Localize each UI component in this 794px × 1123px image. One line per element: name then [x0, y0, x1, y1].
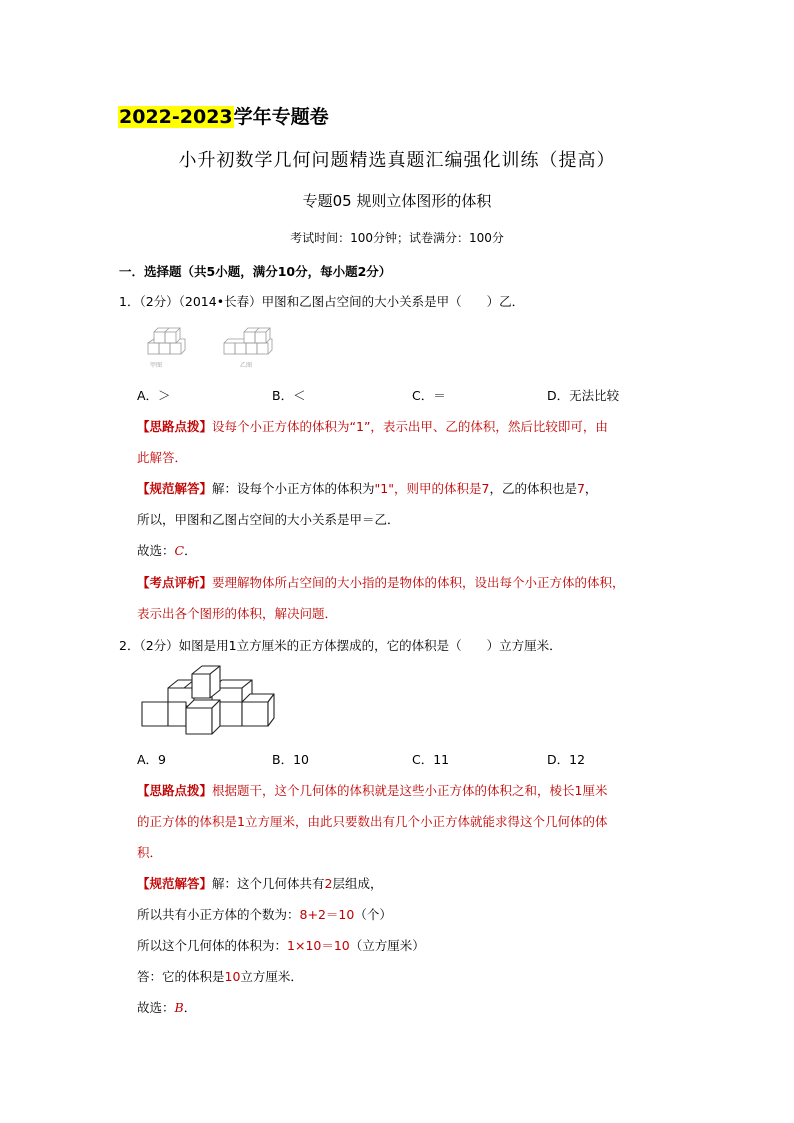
q2-solution-text: （个）	[354, 907, 392, 922]
q2-option-d: D．12	[547, 752, 586, 767]
q2-figure-cubes	[138, 660, 278, 738]
q1-solution-text: "1"，则甲的体积是	[374, 481, 482, 496]
q2-hint-tag: 【思路点拨】	[137, 783, 213, 798]
q1-hint	[137, 417, 608, 435]
q1-figure-jia	[144, 326, 194, 370]
q1-option-a: A．＞	[137, 388, 171, 403]
q1-solution-line2: 所以，甲图和乙图占空间的大小关系是甲＝乙．	[137, 512, 400, 527]
q2-option-b: B．10	[272, 752, 309, 767]
q2-solution	[137, 874, 383, 892]
paper-title: 小升初数学几何问题精选真题汇编强化训练（提高）	[178, 150, 616, 171]
q1-figure-yi	[222, 326, 284, 370]
q2-option-a: A．9	[137, 752, 167, 767]
q1-solution-value: 7	[576, 481, 585, 496]
q1-hint-line2: 此解答．	[137, 450, 188, 465]
q1-option-d: D．无法比较	[547, 388, 620, 403]
q2-solution-line4	[137, 967, 303, 985]
q1-solution	[137, 479, 597, 497]
banner-years: 2022-2023	[119, 106, 233, 128]
q2-solution-value: 2	[324, 876, 333, 891]
q2-hint-line3: 积．	[137, 845, 163, 860]
q1-figure-yi-label: 乙图	[240, 362, 253, 369]
q2-answer-value: B	[174, 1000, 184, 1015]
q2-option-c: C．11	[412, 752, 450, 767]
q2-answer	[137, 998, 196, 1016]
q1-comment-line1: 要理解物体所占空间的大小指的是物体的体积，设出每个小正方体的体积，	[212, 575, 625, 590]
q2-solution-line2	[137, 905, 392, 923]
q2-solution-text: 答：它的体积是	[137, 969, 225, 984]
q2-hint-line2: 的正方体的体积是1立方厘米，由此只要数出有几个小正方体就能求得这个几何体的体	[137, 814, 608, 829]
q2-stem: 2．（2分）如图是用1立方厘米的正方体摆成的，它的体积是（ ）立方厘米．	[119, 638, 562, 653]
q1-figure-jia-label: 甲图	[150, 362, 163, 369]
q2-solution-line3	[137, 936, 425, 954]
q1-answer-label: 故选：	[137, 543, 175, 558]
q1-answer-value: C	[174, 543, 185, 558]
paper-banner	[118, 104, 329, 130]
q1-answer	[137, 541, 197, 559]
q1-hint-tag: 【思路点拨】	[137, 419, 213, 434]
q1-option-b: B．＜	[272, 388, 306, 403]
section-header: 一．选择题（共5小题，满分10分，每小题2分）	[119, 264, 392, 279]
q2-solution-text: 立方厘米．	[240, 969, 303, 984]
q2-answer-end: ．	[183, 1000, 197, 1015]
q1-comment-line2: 表示出各个图形的体积，解决问题．	[137, 606, 338, 621]
q1-solution-text: 解：设每个小正方体的体积为	[212, 481, 375, 496]
q1-comment-tag: 【考点评析】	[137, 575, 213, 590]
q2-solution-text: 解：这个几何体共有	[212, 876, 325, 891]
q2-solution-text: 所以这个几何体的体积为：	[137, 938, 288, 953]
q1-comment	[137, 573, 625, 591]
q1-hint-line1: 设每个小正方体的体积为“1”，表示出甲、乙的体积，然后比较即可，由	[212, 419, 608, 434]
q1-answer-end: ．	[184, 543, 197, 558]
q2-solution-text: （立方厘米）	[349, 938, 425, 953]
q1-solution-text: ，	[584, 481, 598, 496]
q1-solution-value: 7	[481, 481, 490, 496]
q2-solution-value: 10	[224, 969, 241, 984]
exam-info: 考试时间：100分钟；试卷满分：100分	[290, 231, 504, 245]
q2-answer-label: 故选：	[137, 1000, 175, 1015]
q1-stem: 1．（2分）（2014•长春）甲图和乙图占空间的大小关系是甲（ ）乙．	[119, 294, 525, 309]
q2-hint-line1: 根据题干，这个几何体的体积就是这些小正方体的体积之和，棱长1厘米	[212, 783, 608, 798]
q2-solution-text: 层组成，	[332, 876, 383, 891]
q2-solution-value: 8+2＝10	[299, 907, 355, 922]
q1-solution-text: ，乙的体积也是	[489, 481, 577, 496]
q2-hint	[137, 781, 607, 799]
q1-solution-tag: 【规范解答】	[137, 481, 213, 496]
banner-rest: 学年专题卷	[233, 106, 329, 128]
q2-solution-value: 1×10＝10	[287, 938, 350, 953]
q2-solution-text: 所以共有小正方体的个数为：	[137, 907, 300, 922]
paper-subtitle: 专题05 规则立体图形的体积	[302, 192, 492, 210]
q1-option-c: C．＝	[412, 388, 446, 403]
q2-solution-tag: 【规范解答】	[137, 876, 213, 891]
